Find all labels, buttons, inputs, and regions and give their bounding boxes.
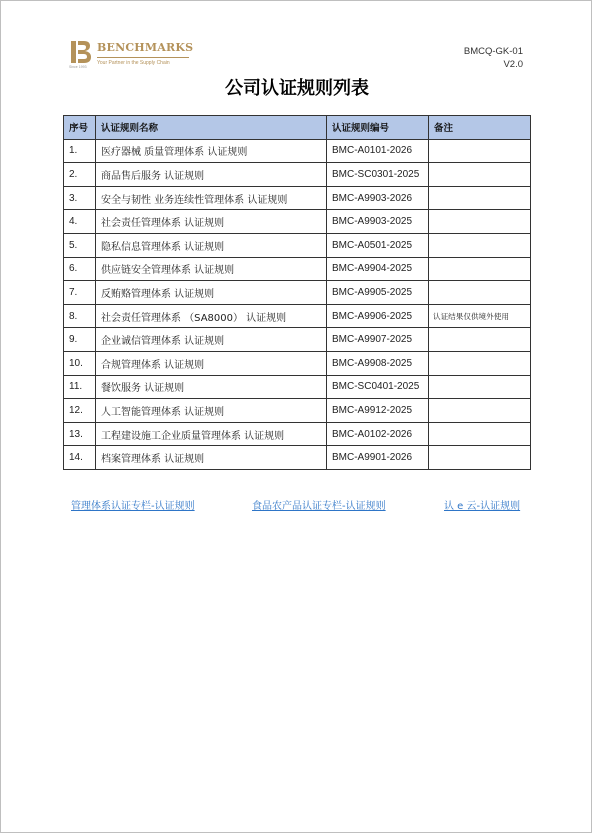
row-rule-name: 商品售后服务 认证规则 bbox=[96, 163, 327, 187]
table-row bbox=[64, 304, 531, 328]
footer-links bbox=[71, 497, 523, 511]
row-rule-name: 合规管理体系 认证规则 bbox=[96, 351, 327, 375]
table-row bbox=[64, 257, 531, 281]
link-renyun-rules[interactable]: 认 e 云-认证规则 bbox=[444, 501, 521, 512]
row-remarks bbox=[429, 186, 531, 210]
row-remarks: 认证结果仅供境外使用 bbox=[429, 304, 531, 328]
row-remarks bbox=[429, 139, 531, 163]
header-rule-code: 认证规则编号 bbox=[327, 116, 429, 140]
row-remarks bbox=[429, 233, 531, 257]
row-rule-code: BMC-A9905-2025 bbox=[327, 281, 429, 305]
row-remarks bbox=[429, 422, 531, 446]
row-remarks bbox=[429, 446, 531, 470]
link-food-agri-rules[interactable]: 食品农产品认证专栏-认证规则 bbox=[252, 501, 386, 512]
header-remarks: 备注 bbox=[429, 116, 531, 140]
row-rule-name: 反贿赂管理体系 认证规则 bbox=[96, 281, 327, 305]
certification-rules-table bbox=[63, 115, 531, 470]
row-rule-name: 工程建设施工企业质量管理体系 认证规则 bbox=[96, 422, 327, 446]
row-serial: 8. bbox=[64, 304, 96, 328]
table-row bbox=[64, 186, 531, 210]
row-rule-name: 供应链安全管理体系 认证规则 bbox=[96, 257, 327, 281]
table-row bbox=[64, 351, 531, 375]
row-remarks bbox=[429, 351, 531, 375]
row-serial: 9. bbox=[64, 328, 96, 352]
row-rule-code: BMC-A9906-2025 bbox=[327, 304, 429, 328]
row-serial: 4. bbox=[64, 210, 96, 234]
row-remarks bbox=[429, 328, 531, 352]
link-management-system-rules[interactable]: 管理体系认证专栏-认证规则 bbox=[71, 501, 195, 512]
table-row bbox=[64, 163, 531, 187]
table-row bbox=[64, 281, 531, 305]
document-version: V2.0 bbox=[503, 59, 523, 70]
row-serial: 11. bbox=[64, 375, 96, 399]
row-serial: 7. bbox=[64, 281, 96, 305]
row-rule-code: BMC-SC0301-2025 bbox=[327, 163, 429, 187]
table-row bbox=[64, 375, 531, 399]
company-logo bbox=[69, 39, 199, 73]
row-remarks bbox=[429, 163, 531, 187]
row-rule-name: 隐私信息管理体系 认证规则 bbox=[96, 233, 327, 257]
row-rule-code: BMC-A0102-2026 bbox=[327, 422, 429, 446]
row-rule-code: BMC-A9904-2025 bbox=[327, 257, 429, 281]
logo-divider bbox=[97, 57, 189, 58]
row-rule-name: 企业诚信管理体系 认证规则 bbox=[96, 328, 327, 352]
benchmarks-logo-icon bbox=[69, 39, 93, 65]
row-rule-code: BMC-A0101-2026 bbox=[327, 139, 429, 163]
logo-wordmark: BENCHMARKS bbox=[97, 41, 194, 54]
row-rule-code: BMC-A9903-2025 bbox=[327, 210, 429, 234]
row-rule-code: BMC-A9912-2025 bbox=[327, 399, 429, 423]
table-row bbox=[64, 328, 531, 352]
table-row bbox=[64, 399, 531, 423]
header-serial: 序号 bbox=[64, 116, 96, 140]
row-remarks bbox=[429, 210, 531, 234]
row-remarks bbox=[429, 399, 531, 423]
row-rule-code: BMC-A9901-2026 bbox=[327, 446, 429, 470]
row-rule-code: BMC-A9907-2025 bbox=[327, 328, 429, 352]
row-serial: 12. bbox=[64, 399, 96, 423]
row-serial: 3. bbox=[64, 186, 96, 210]
row-serial: 2. bbox=[64, 163, 96, 187]
row-rule-name: 社会责任管理体系 （SA8000） 认证规则 bbox=[96, 304, 327, 328]
row-serial: 5. bbox=[64, 233, 96, 257]
row-serial: 6. bbox=[64, 257, 96, 281]
page-title: 公司认证规则列表 bbox=[225, 78, 369, 99]
document-id: BMCQ-GK-01 bbox=[463, 46, 523, 57]
table-row bbox=[64, 446, 531, 470]
table-row bbox=[64, 422, 531, 446]
row-rule-code: BMC-A9908-2025 bbox=[327, 351, 429, 375]
row-rule-code: BMC-A0501-2025 bbox=[327, 233, 429, 257]
row-serial: 13. bbox=[64, 422, 96, 446]
row-rule-name: 社会责任管理体系 认证规则 bbox=[96, 210, 327, 234]
table-header-row bbox=[64, 116, 531, 140]
row-rule-name: 安全与韧性 业务连续性管理体系 认证规则 bbox=[96, 186, 327, 210]
table-row bbox=[64, 139, 531, 163]
row-serial: 10. bbox=[64, 351, 96, 375]
row-serial: 1. bbox=[64, 139, 96, 163]
table-row bbox=[64, 233, 531, 257]
row-rule-name: 档案管理体系 认证规则 bbox=[96, 446, 327, 470]
row-remarks bbox=[429, 281, 531, 305]
header-rule-name: 认证规则名称 bbox=[96, 116, 327, 140]
logo-tagline: Your Partner in the Supply Chain bbox=[97, 60, 170, 66]
row-remarks bbox=[429, 375, 531, 399]
row-rule-name: 医疗器械 质量管理体系 认证规则 bbox=[96, 139, 327, 163]
row-serial: 14. bbox=[64, 446, 96, 470]
logo-since: Since 1993 bbox=[69, 65, 87, 69]
row-rule-name: 餐饮服务 认证规则 bbox=[96, 375, 327, 399]
row-remarks bbox=[429, 257, 531, 281]
document-code-block bbox=[464, 45, 523, 71]
row-rule-code: BMC-SC0401-2025 bbox=[327, 375, 429, 399]
table-row bbox=[64, 210, 531, 234]
row-rule-name: 人工智能管理体系 认证规则 bbox=[96, 399, 327, 423]
row-rule-code: BMC-A9903-2026 bbox=[327, 186, 429, 210]
